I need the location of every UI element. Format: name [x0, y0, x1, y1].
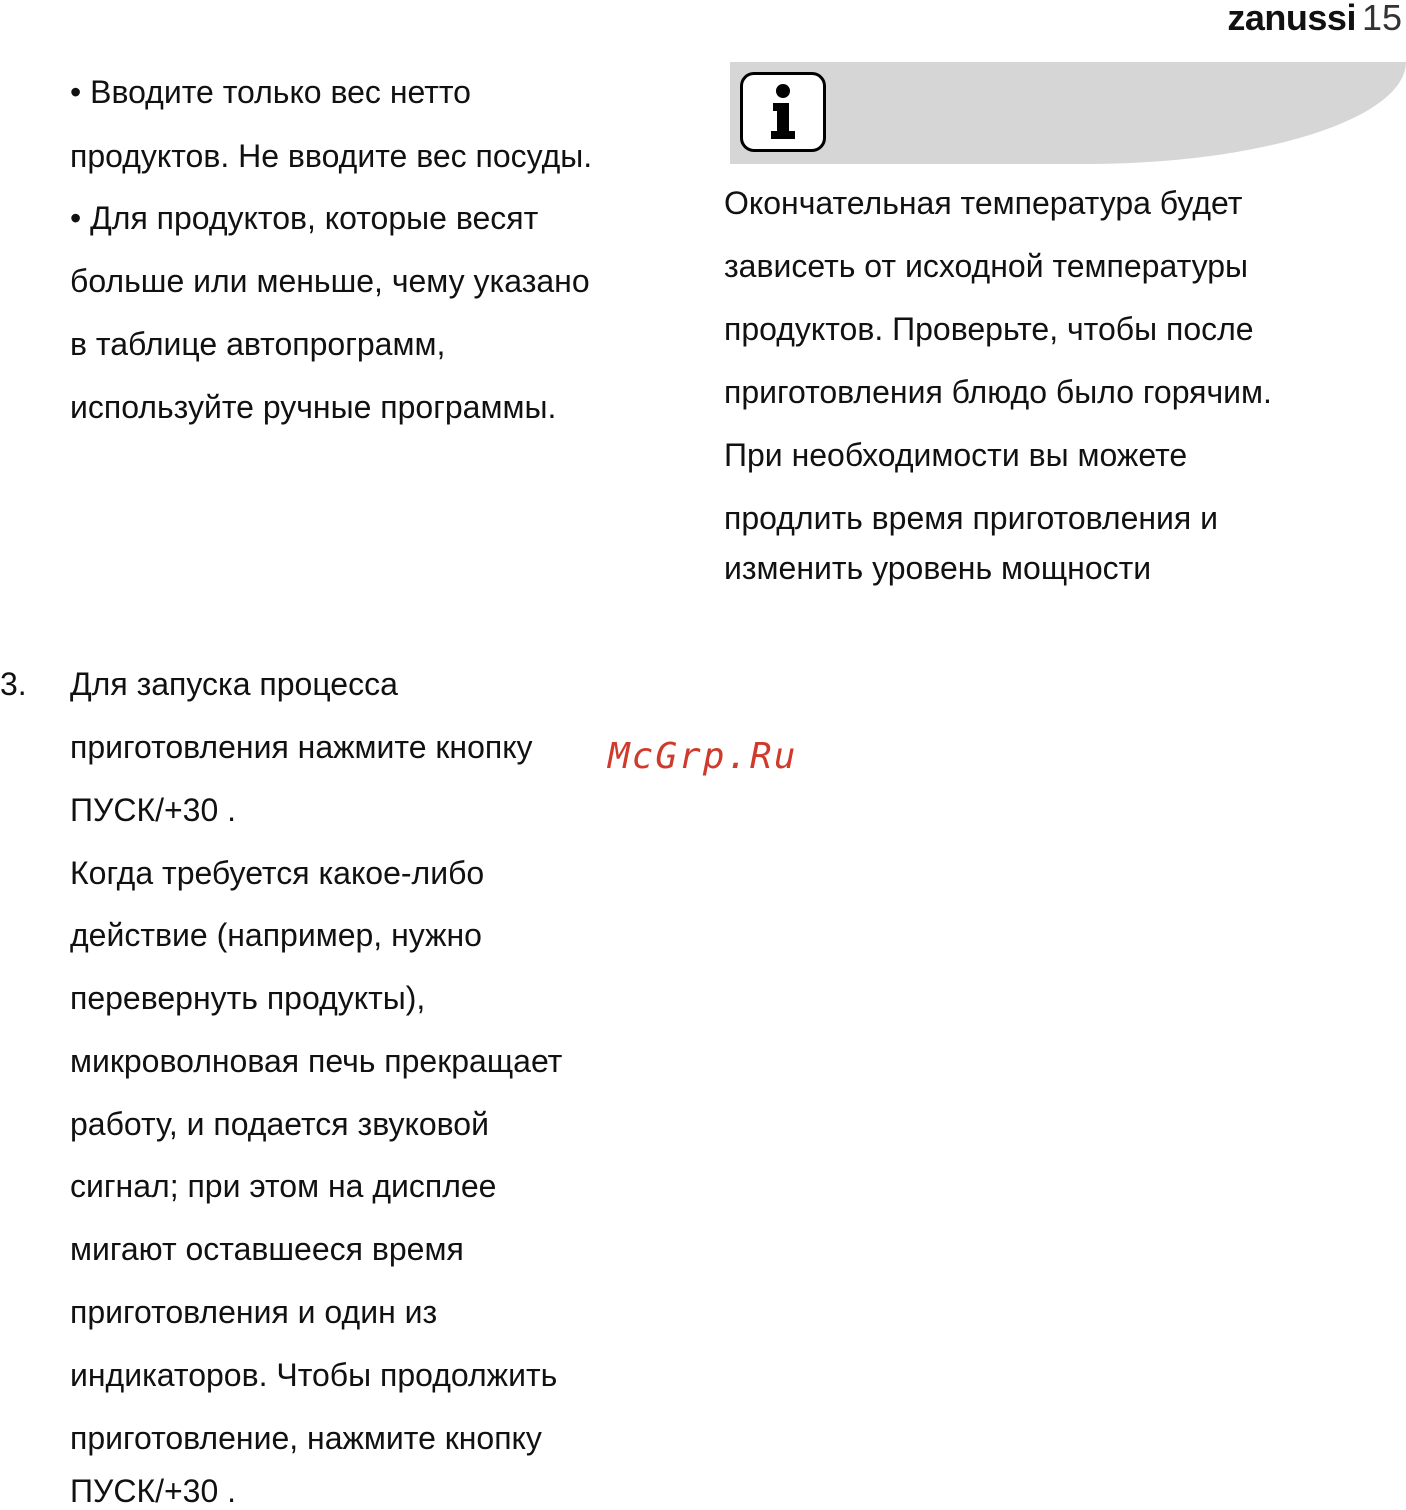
step-line: приготовления нажмите кнопку: [70, 729, 533, 765]
step-line: Для запуска процесса: [70, 666, 398, 702]
info-banner: [730, 62, 1406, 164]
info-line: изменить уровень мощности: [724, 550, 1152, 586]
watermark: McGrp.Ru: [608, 736, 798, 777]
info-line: продлить время приготовления и: [724, 500, 1218, 536]
step-line: ПУСК/+30 .: [70, 1473, 237, 1509]
step-line: индикаторов. Чтобы продолжить: [70, 1357, 558, 1393]
step-line: мигают оставшееся время: [70, 1231, 464, 1267]
note-line: в таблице автопрограмм,: [70, 326, 446, 362]
step-line: действие (например, нужно: [70, 917, 482, 953]
info-line: При необходимости вы можете: [724, 437, 1188, 473]
info-line: продуктов. Проверьте, чтобы после: [724, 311, 1254, 347]
step-line: микроволновая печь прекращает: [70, 1043, 563, 1079]
note-line: продуктов. Не вводите вес посуды.: [70, 138, 593, 174]
info-line: Окончательная температура будет: [724, 185, 1243, 221]
note-line: • Для продуктов, которые весят: [70, 200, 539, 236]
note-line: используйте ручные программы.: [70, 389, 557, 425]
step-line: сигнал; при этом на дисплее: [70, 1168, 497, 1204]
info-line: зависеть от исходной температуры: [724, 248, 1249, 284]
page-number: 15: [1361, 0, 1402, 38]
step-line: приготовления и один из: [70, 1294, 438, 1330]
brand-name: zanussi: [1227, 0, 1356, 38]
note-line: больше или меньше, чему указано: [70, 263, 590, 299]
step-line: работу, и подается звуковой: [70, 1106, 489, 1142]
step-line: ПУСК/+30 .: [70, 792, 237, 828]
step-line: перевернуть продукты),: [70, 980, 426, 1016]
info-icon: [740, 72, 826, 152]
step-line: приготовление, нажмите кнопку: [70, 1420, 542, 1456]
note-line: • Вводите только вес нетто: [70, 74, 471, 110]
info-line: приготовления блюдо было горячим.: [724, 374, 1272, 410]
step-line: Когда требуется какое-либо: [70, 855, 485, 891]
step-number: 3.: [0, 666, 27, 702]
page-header: [1227, 0, 1402, 38]
